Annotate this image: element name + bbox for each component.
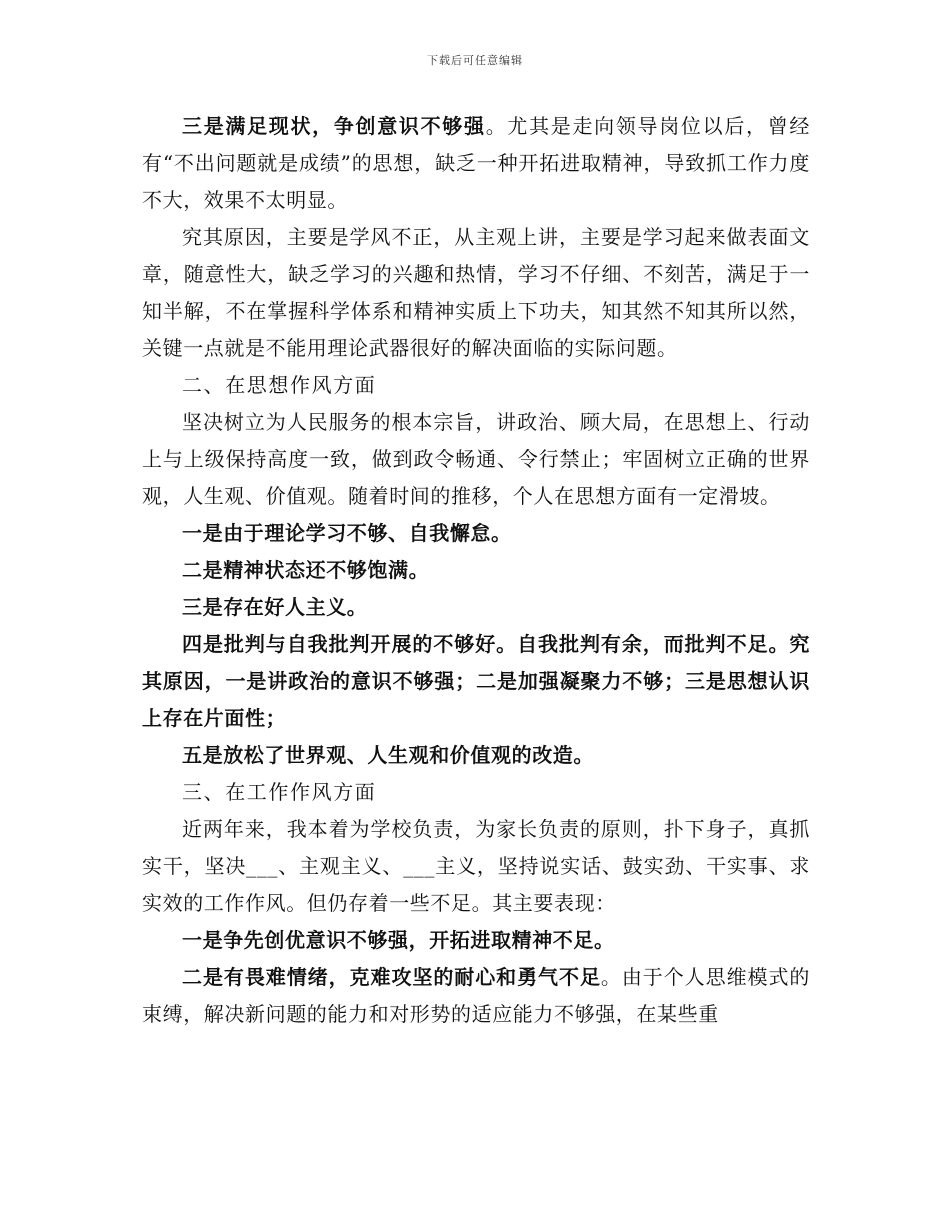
paragraph-2 — [142, 219, 810, 367]
paragraph-5-bold: 一是由于理论学习不够、自我懈怠。 — [182, 521, 512, 545]
page-header: 下载后可任意编辑 — [427, 54, 523, 67]
paragraph-7-bold: 三是存在好人主义。 — [182, 595, 368, 619]
paragraph-7 — [142, 589, 810, 626]
paragraph-1 — [142, 108, 810, 219]
paragraph-12 — [142, 922, 810, 959]
section-heading-thought-style-text: 二、在思想作风方面 — [182, 373, 377, 397]
paragraph-6 — [142, 552, 810, 589]
document-body — [142, 108, 810, 1033]
paragraph-13-bold: 二是有畏难情绪，克难攻坚的耐心和勇气不足 — [182, 965, 601, 989]
paragraph-11 — [142, 811, 810, 922]
paragraph-5 — [142, 515, 810, 552]
paragraph-11-text: 近两年来，我本着为学校负责，为家长负责的原则，扑下身子，真抓实干，坚决___、主观主义、___主义，坚持说实话、鼓实劲、干实事、求实效的工作作风。但仍存着一些不足。其主要表现： — [142, 817, 810, 915]
paragraph-9-bold: 五是放松了世界观、人生观和价值观的改造。 — [182, 743, 594, 767]
paragraph-2-text: 究其原因，主要是学风不正，从主观上讲，主要是学习起来做表面文章，随意性大，缺乏学习的兴趣和热情，学习不仔细、不刻苦，满足于一知半解，不在掌握科学体系和精神实质上下功夫，知其然不知其所以然，关键一点就是不能用理论武器很好的解决面临的实际问题。 — [142, 225, 810, 360]
paragraph-8 — [142, 626, 810, 737]
paragraph-1-text: 。尤其是走向领导岗位以后，曾经有“不出问题就是成绩”的思想，缺乏一种开拓进取精神，导致抓工作力度不大，效果不太明显。 — [142, 114, 810, 212]
paragraph-12-bold: 一是争先创优意识不够强，开拓进取精神不足。 — [182, 928, 615, 952]
paragraph-6-bold: 二是精神状态还不够饱满。 — [182, 558, 430, 582]
paragraph-1-bold: 三是满足现状，争创意识不够强 — [182, 114, 486, 138]
paragraph-8-bold: 四是批判与自我批判开展的不够好。自我批判有余，而批判不足。究其原因，一是讲政治的意识不够强；二是加强凝聚力不够；三是思想认识上存在片面性； — [142, 632, 810, 730]
section-heading-work-style — [142, 774, 810, 811]
paragraph-9 — [142, 737, 810, 774]
paragraph-4-text: 坚决树立为人民服务的根本宗旨，讲政治、顾大局，在思想上、行动上与上级保持高度一致，做到政令畅通、令行禁止；牢固树立正确的世界观，人生观、价值观。随着时间的推移，个人在思想方面有一定滑坡。 — [142, 410, 810, 508]
section-heading-work-style-text: 三、在工作作风方面 — [182, 780, 377, 804]
paragraph-13-text: 。由于个人思维模式的束缚，解决新问题的能力和对形势的适应能力不够强，在某些重 — [142, 965, 811, 1026]
section-heading-thought-style — [142, 367, 810, 404]
paragraph-13 — [142, 959, 810, 1033]
paragraph-4 — [142, 404, 810, 515]
